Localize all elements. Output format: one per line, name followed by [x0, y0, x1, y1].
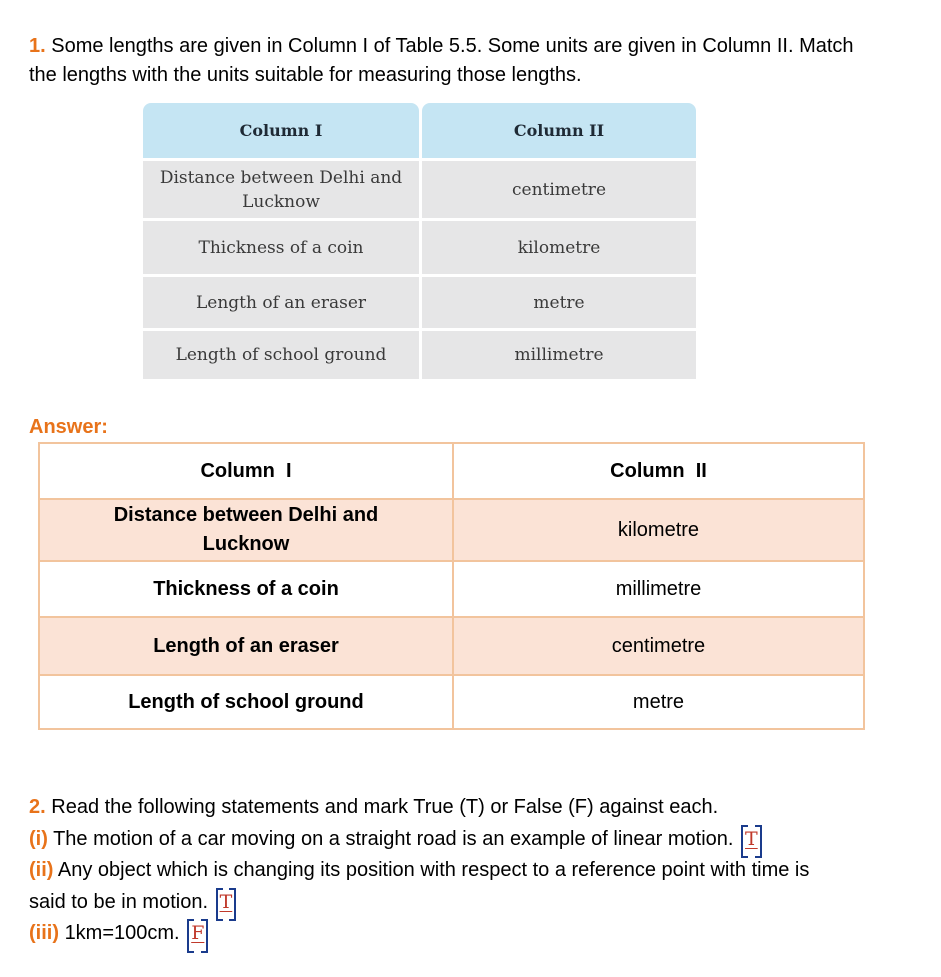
answer-table-cell: Length of school ground — [39, 675, 453, 729]
question-table-header-col1: Column I — [143, 103, 419, 158]
question-1-text-line2: the lengths with the units suitable for measuring those lengths. — [29, 64, 582, 86]
question-table-cell: Length of school ground — [143, 331, 419, 379]
statement-text: Any object which is changing its position with respect to a reference point with time is — [57, 859, 810, 881]
question-table-header-col2: Column II — [422, 103, 696, 158]
question-table-header — [143, 103, 696, 158]
question-1 — [29, 32, 929, 90]
statement-text: The motion of a car moving on a straight road is an example of linear motion. — [53, 827, 734, 850]
question-table-row — [143, 161, 696, 218]
question-table-cell: kilometre — [422, 221, 696, 274]
question-table-cell: Thickness of a coin — [143, 221, 419, 274]
answer-table-cell: kilometre — [453, 499, 864, 561]
answer-table — [38, 442, 865, 730]
answer-box: F — [187, 918, 208, 950]
answer-table-header — [39, 443, 864, 499]
answer-table-cell: centimetre — [453, 617, 864, 675]
question-table-cell: millimetre — [422, 331, 696, 379]
question-1-text: Some lengths are given in Column I of Table 5.5. Some units are given in Column II. Match — [51, 35, 854, 57]
answer-box: T — [216, 887, 237, 919]
statement-label: (i) — [29, 827, 48, 850]
answer-label: Answer: — [29, 416, 108, 438]
question-2-text: Read the following statements and mark True (T) or False (F) against each. — [51, 796, 719, 818]
statement-label: (iii) — [29, 922, 59, 944]
question-table-row — [143, 221, 696, 274]
answer-table-row — [39, 617, 864, 675]
question-table — [143, 103, 696, 379]
question-table-cell: centimetre — [422, 161, 696, 218]
statement-text: 1km=100cm. — [64, 922, 180, 944]
answer-table-cell: Length of an eraser — [39, 617, 453, 675]
answer-table-header-col2: Column II — [453, 443, 864, 499]
question-table-row — [143, 277, 696, 328]
statement-label: (ii) — [29, 859, 54, 881]
question-1-number: 1. — [29, 35, 46, 57]
answer-table-cell: metre — [453, 675, 864, 729]
answer-table-row — [39, 675, 864, 729]
answer-table-cell: Thickness of a coin — [39, 561, 453, 617]
answer-box: T — [741, 824, 762, 856]
question-table-cell: Distance between Delhi and Lucknow — [143, 161, 419, 218]
answer-table-row — [39, 561, 864, 617]
answer-table-cell: Distance between Delhi and Lucknow — [39, 499, 453, 561]
question-table-cell: Length of an eraser — [143, 277, 419, 328]
question-table-cell: metre — [422, 277, 696, 328]
question-2 — [29, 792, 929, 950]
answer-table-row — [39, 499, 864, 561]
answer-table-cell: millimetre — [453, 561, 864, 617]
answer-table-header-col1: Column I — [39, 443, 453, 499]
question-table-row — [143, 331, 696, 379]
statement-text-line2: said to be in motion. — [29, 890, 208, 913]
question-2-number: 2. — [29, 796, 46, 818]
